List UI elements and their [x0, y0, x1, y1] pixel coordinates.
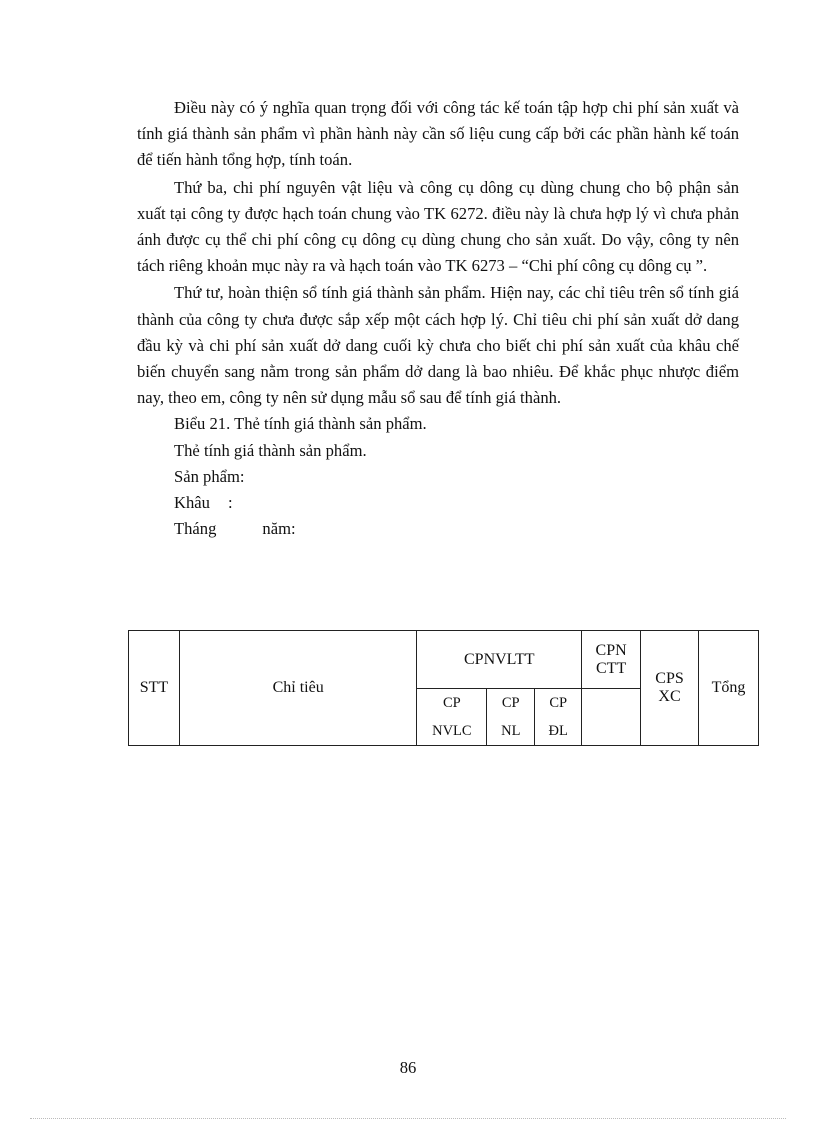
paragraph-1: Điều này có ý nghĩa quan trọng đối với công tác kế toán tập hợp chi phí sản xuất và tính giá thành sản phẩm vì phần hành này cần số liệu cung cấp bởi các phần hành kế toán để tiến hành tổng hợp, tính toán. [137, 98, 739, 170]
table-caption: Biểu 21. Thẻ tính giá thành sản phẩm. [174, 414, 427, 434]
cost-card-table [128, 630, 759, 746]
field-stage-label: Khâu [174, 493, 210, 513]
header-cpncTT [582, 631, 641, 689]
subheader-cp-nl-line1: CP [501, 695, 520, 711]
body-text [137, 95, 739, 542]
header-chi-tieu: Chỉ tiêu [179, 631, 416, 746]
field-month-label: Tháng [174, 519, 217, 539]
header-stt: STT [129, 631, 180, 746]
subheader-cp-nvlc-line1: CP [442, 695, 461, 711]
header-cpsxc [641, 631, 699, 746]
header-cpncTT-line2: CTT [596, 659, 627, 677]
paragraph-3: Thứ tư, hoàn thiện sổ tính giá thành sản phẩm. Hiện nay, các chỉ tiêu trên sổ tính giá thành của công ty chưa được sắp xếp một cách hợp lý. Chỉ tiêu chi phí sản xuất dở dang đầu kỳ và chi phí sản xuất dở dang cuối kỳ chưa cho biết chi phí sản xuất của khâu chế biến chuyển sang nằm trong sản phẩm dở dang là bao nhiêu. Để khắc phục nhược điểm nay, theo em, công ty nên sử dụng mẫu sổ sau để tính giá thành. [137, 283, 739, 408]
subheader-cp-dl [535, 689, 582, 746]
subheader-cp-nvlc-line2: NVLC [432, 723, 472, 739]
subheader-cp-nl-line2: NL [501, 723, 521, 739]
header-tong: Tổng [699, 631, 759, 746]
header-cpncTT-line1: CPN [595, 641, 627, 659]
subheader-cp-nl [487, 689, 535, 746]
field-month-year [137, 516, 739, 542]
header-cpnvltt: CPNVLTT [417, 631, 582, 689]
paragraph-2: Thứ ba, chi phí nguyên vật liệu và công cụ dông cụ dùng chung cho bộ phận sản xuất tại công ty được hạch toán chung vào TK 6272. điều này là chưa hợp lý vì chưa phản ánh được cụ thể chi phí công cụ dông cụ dùng chung cho sản xuất. Do vậy, công ty nên tách riêng khoản mục này ra và hạch toán vào TK 6273 – “Chi phí công cụ dông cụ ”. [137, 177, 739, 276]
subheader-cp-dl-line2: ĐL [548, 723, 568, 739]
subheader-cp-nvlc [417, 689, 487, 746]
table-header-row-1 [129, 631, 759, 689]
header-cpsxc-line1: CPS [655, 670, 684, 687]
subheader-cp-dl-line1: CP [549, 695, 568, 711]
header-cpsxc-line2: XC [658, 688, 681, 705]
field-stage-colon: : [227, 493, 233, 513]
subheader-empty [582, 689, 641, 746]
page-number: 86 [399, 1058, 417, 1077]
field-year-label: năm: [262, 519, 296, 539]
page-bottom-border [30, 1118, 786, 1119]
field-product: Sản phẩm: [174, 466, 245, 486]
card-title: Thẻ tính giá thành sản phẩm. [174, 440, 367, 460]
field-stage [137, 490, 739, 516]
